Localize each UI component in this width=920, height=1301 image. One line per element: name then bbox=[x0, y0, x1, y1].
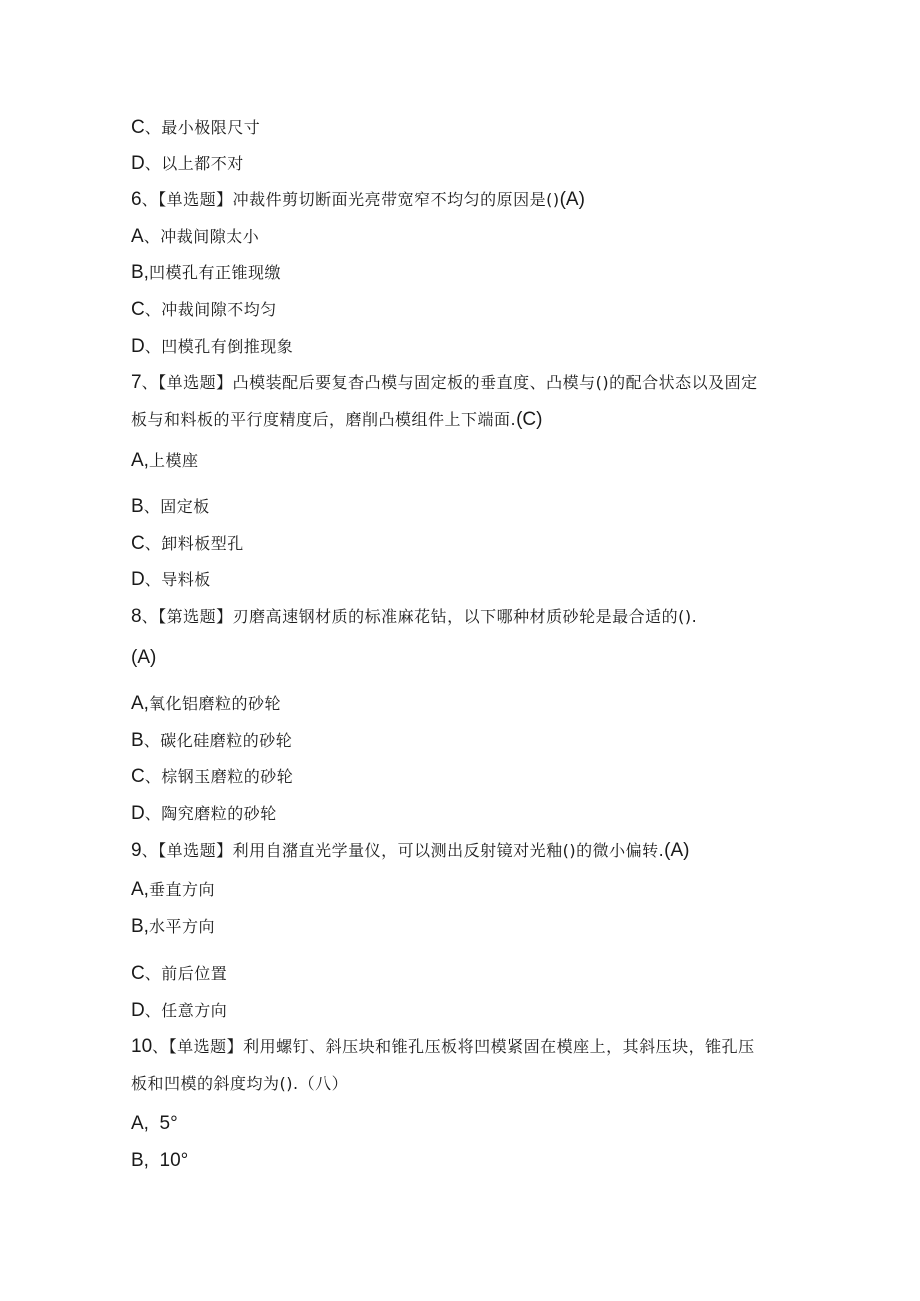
option-text: 、凹模孔有倒推现象 bbox=[144, 337, 294, 356]
option-letter: D bbox=[131, 153, 145, 174]
question-line-continued bbox=[131, 1073, 348, 1095]
option-letter: B bbox=[131, 730, 144, 751]
option-letter: A, bbox=[131, 1113, 149, 1134]
option-text: 、碳化硅磨粒的砂轮 bbox=[143, 731, 293, 750]
option-letter: C bbox=[131, 963, 145, 984]
option-value: 5° bbox=[148, 1113, 178, 1134]
option-line bbox=[131, 569, 211, 591]
option-letter: B bbox=[131, 496, 144, 517]
option-line bbox=[131, 916, 215, 938]
option-line bbox=[131, 450, 198, 472]
option-text: 、前后位置 bbox=[144, 964, 228, 983]
option-letter: A, bbox=[131, 879, 149, 900]
option-value: 10° bbox=[148, 1150, 189, 1171]
option-line bbox=[131, 336, 293, 358]
option-line bbox=[131, 879, 215, 901]
option-letter: A, bbox=[131, 450, 149, 471]
option-line bbox=[131, 1113, 178, 1135]
answer-text: (A) bbox=[664, 840, 690, 861]
option-text: 、卸料板型孔 bbox=[144, 534, 244, 553]
option-line bbox=[131, 153, 244, 175]
option-letter: D bbox=[131, 569, 145, 590]
question-number: 10 bbox=[131, 1036, 153, 1057]
answer-text: (A) bbox=[559, 189, 585, 210]
option-text: 水平方向 bbox=[148, 917, 215, 936]
question-line bbox=[131, 606, 697, 628]
option-text: 、导料板 bbox=[144, 570, 211, 589]
answer-text: (C) bbox=[516, 409, 543, 430]
question-text: 、【单选题】利用螺钉、斜压块和锥孔压板将凹模紧固在模座上，其斜压块，锥孔压 bbox=[152, 1037, 755, 1056]
option-letter: C bbox=[131, 766, 145, 787]
question-text: 板与和料板的平行度精度后，磨削凸模组件上下端面. bbox=[131, 410, 517, 429]
option-letter: B, bbox=[131, 1150, 149, 1171]
option-letter: D bbox=[131, 336, 145, 357]
option-letter: B, bbox=[131, 262, 149, 283]
option-letter: C bbox=[131, 299, 145, 320]
option-line bbox=[131, 117, 260, 139]
option-line bbox=[131, 496, 210, 518]
option-line bbox=[131, 533, 244, 555]
question-number: 9 bbox=[131, 840, 142, 861]
question-line bbox=[131, 1036, 755, 1058]
option-letter: D bbox=[131, 1000, 145, 1021]
option-text: 、最小极限尺寸 bbox=[144, 118, 261, 137]
option-line bbox=[131, 262, 281, 284]
option-line bbox=[131, 299, 277, 321]
question-number: 8 bbox=[131, 606, 142, 627]
option-letter: C bbox=[131, 117, 145, 138]
question-line-continued bbox=[131, 409, 542, 431]
option-line bbox=[131, 963, 227, 985]
option-text: 、固定板 bbox=[143, 497, 210, 516]
option-text: 、冲裁间隙太小 bbox=[143, 227, 260, 246]
option-line bbox=[131, 693, 281, 715]
option-text: 、陶究磨粒的砂轮 bbox=[144, 804, 277, 823]
option-text: 垂直方向 bbox=[148, 880, 215, 899]
question-line bbox=[131, 372, 758, 394]
option-line bbox=[131, 730, 292, 752]
question-text: 、【单选题】利用自潴直光学量仪，可以测出反射镜对光釉()的微小偏转. bbox=[141, 841, 665, 860]
answer-text: (A) bbox=[131, 647, 157, 668]
question-line bbox=[131, 189, 585, 211]
option-text: 、任意方向 bbox=[144, 1001, 228, 1020]
question-number: 6 bbox=[131, 189, 142, 210]
option-text: 上模座 bbox=[148, 451, 199, 470]
option-line bbox=[131, 766, 293, 788]
option-line bbox=[131, 1150, 188, 1172]
option-letter: D bbox=[131, 803, 145, 824]
option-text: 、以上都不对 bbox=[144, 154, 244, 173]
option-text: 氧化铝磨粒的砂轮 bbox=[148, 694, 281, 713]
question-text: 板和凹模的斜度均为().（八） bbox=[131, 1074, 349, 1093]
option-letter: A bbox=[131, 226, 144, 247]
question-line bbox=[131, 840, 689, 862]
option-text: 、棕钢玉磨粒的砂轮 bbox=[144, 767, 294, 786]
option-line bbox=[131, 1000, 227, 1022]
question-text: 、【第选题】刃磨高速钢材质的标准麻花钻，以下哪种材质砂轮是最合适的(). bbox=[141, 607, 698, 626]
question-number: 7 bbox=[131, 372, 142, 393]
option-letter: B, bbox=[131, 916, 149, 937]
question-text: 、【单选题】冲裁件剪切断面光亮带宽窄不均匀的原因是() bbox=[141, 190, 560, 209]
answer-line bbox=[131, 647, 156, 669]
option-line bbox=[131, 226, 259, 248]
option-text: 凹模孔有正锥现缴 bbox=[148, 263, 281, 282]
option-line bbox=[131, 803, 277, 825]
question-text: 、【单选题】凸模装配后要复杳凸模与固定板的垂直度、凸模与()的配合状态以及固定 bbox=[141, 373, 758, 392]
option-text: 、冲裁间隙不均匀 bbox=[144, 300, 277, 319]
option-letter: A, bbox=[131, 693, 149, 714]
option-letter: C bbox=[131, 533, 145, 554]
